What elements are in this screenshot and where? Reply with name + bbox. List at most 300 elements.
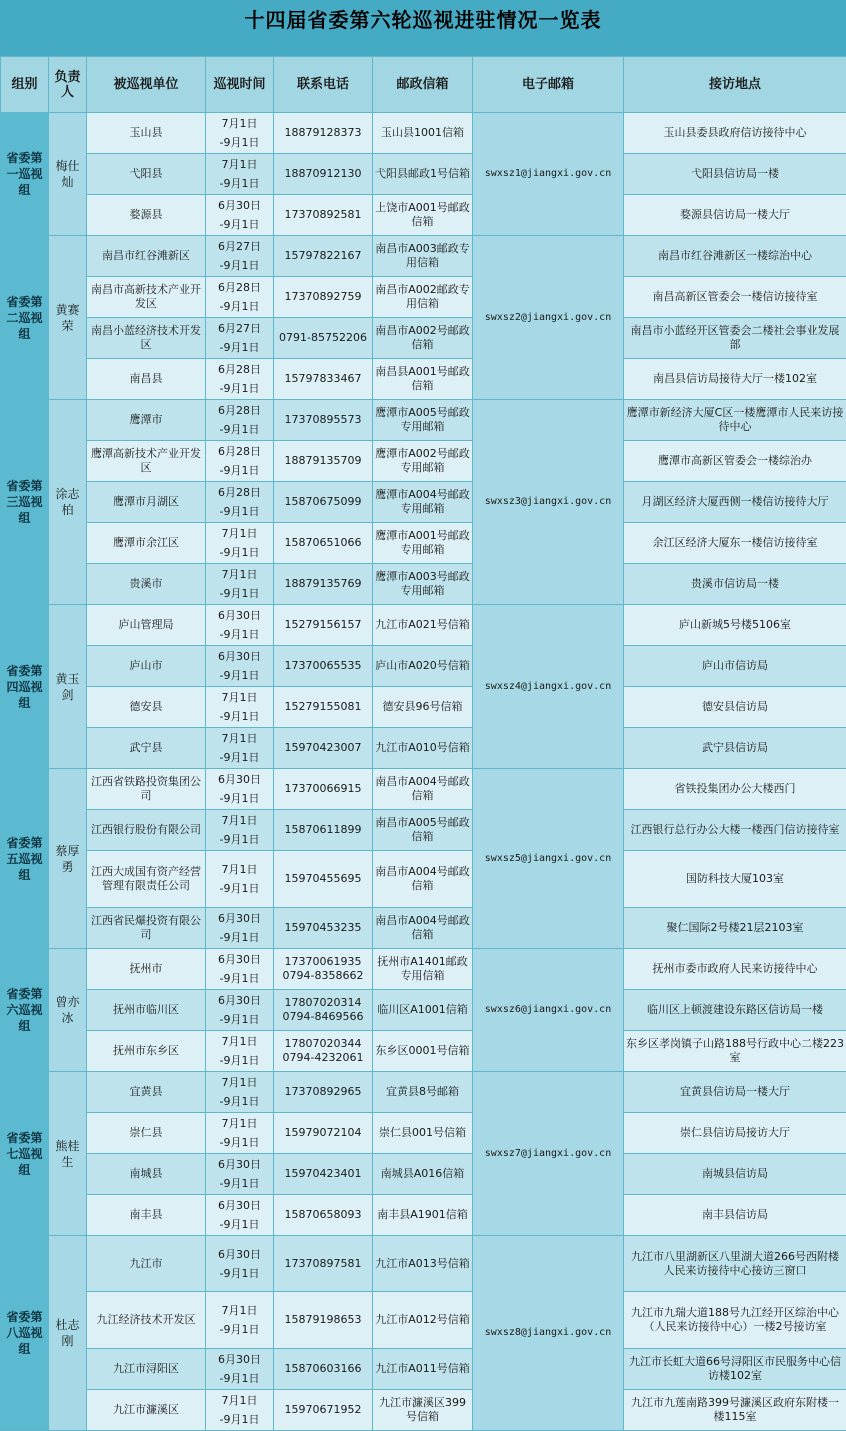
phone-number: 18879135709 xyxy=(276,454,370,468)
group-leader: 梅仕灿 xyxy=(49,113,87,236)
contact-phone xyxy=(274,236,373,277)
header-postbox: 邮政信箱 xyxy=(373,57,473,113)
header-unit: 被巡视单位 xyxy=(87,57,206,113)
inspection-time xyxy=(206,441,274,482)
postal-box: 鹰潭市A005号邮政专用邮箱 xyxy=(373,400,473,441)
contact-phone xyxy=(274,1113,373,1154)
contact-phone xyxy=(274,990,373,1031)
time-end: -9月1日 xyxy=(208,543,271,562)
phone-number: 17370897581 xyxy=(276,1257,370,1271)
contact-phone xyxy=(274,949,373,990)
contact-phone xyxy=(274,154,373,195)
group-leader: 涂志柏 xyxy=(49,400,87,605)
reception-place: 南昌市小蓝经开区管委会二楼社会事业发展部 xyxy=(624,318,846,359)
contact-phone xyxy=(274,482,373,523)
table-row xyxy=(1,1031,846,1072)
table-row xyxy=(1,482,846,523)
header-place: 接访地点 xyxy=(624,57,846,113)
phone-number: 17370061935 xyxy=(276,955,370,969)
inspection-time xyxy=(206,1349,274,1390)
time-end: -9月1日 xyxy=(208,707,271,726)
time-end: -9月1日 xyxy=(208,1051,271,1070)
time-start: 6月30日 xyxy=(208,606,271,625)
reception-place: 崇仁县信访局接访大厅 xyxy=(624,1113,846,1154)
reception-place: 聚仁国际2号楼21层2103室 xyxy=(624,908,846,949)
phone-number: 18879128373 xyxy=(276,126,370,140)
time-start: 7月1日 xyxy=(208,688,271,707)
header-row xyxy=(1,57,846,113)
contact-phone xyxy=(274,908,373,949)
contact-phone xyxy=(274,318,373,359)
time-end: -9月1日 xyxy=(208,215,271,234)
header-leader: 负责人 xyxy=(49,57,87,113)
time-end: -9月1日 xyxy=(208,338,271,357)
postal-box: 南城县A016信箱 xyxy=(373,1154,473,1195)
contact-phone xyxy=(274,400,373,441)
inspected-unit: 南昌县 xyxy=(87,359,206,400)
inspection-time xyxy=(206,113,274,154)
inspection-time xyxy=(206,851,274,908)
postal-box: 庐山市A020号信箱 xyxy=(373,646,473,687)
time-end: -9月1日 xyxy=(208,748,271,767)
postal-box: 南丰县A1901信箱 xyxy=(373,1195,473,1236)
postal-box: 九江市A013号信箱 xyxy=(373,1236,473,1292)
postal-box: 弋阳县邮政1号信箱 xyxy=(373,154,473,195)
inspection-time xyxy=(206,769,274,810)
contact-phone xyxy=(274,810,373,851)
time-end: -9月1日 xyxy=(208,1092,271,1111)
reception-place: 抚州市委市政府人民来访接待中心 xyxy=(624,949,846,990)
inspected-unit: 江西银行股份有限公司 xyxy=(87,810,206,851)
time-start: 6月28日 xyxy=(208,483,271,502)
inspected-unit: 南城县 xyxy=(87,1154,206,1195)
postal-box: 鹰潭市A003号邮政专用邮箱 xyxy=(373,564,473,605)
postal-box: 宜黄县8号邮箱 xyxy=(373,1072,473,1113)
phone-number: 15797833467 xyxy=(276,372,370,386)
time-start: 7月1日 xyxy=(208,524,271,543)
group-leader: 黄玉剑 xyxy=(49,605,87,769)
contact-phone xyxy=(274,359,373,400)
inspected-unit: 庐山管理局 xyxy=(87,605,206,646)
time-start: 7月1日 xyxy=(208,565,271,584)
table-row xyxy=(1,1292,846,1349)
email-link[interactable]: swxsz2@jiangxi.gov.cn xyxy=(473,236,624,400)
group-name: 省委第四巡视组 xyxy=(1,605,49,769)
phone-number: 15879198653 xyxy=(276,1313,370,1327)
inspection-time xyxy=(206,318,274,359)
reception-place: 九江市九瑞大道188号九江经开区综治中心（人民来访接待中心）一楼2号接访室 xyxy=(624,1292,846,1349)
time-start: 7月1日 xyxy=(208,1073,271,1092)
reception-place: 婺源县信访局一楼大厅 xyxy=(624,195,846,236)
phone-number: 15870611899 xyxy=(276,823,370,837)
phone-number: 15797822167 xyxy=(276,249,370,263)
contact-phone xyxy=(274,769,373,810)
header-phone: 联系电话 xyxy=(274,57,373,113)
group-name: 省委第五巡视组 xyxy=(1,769,49,949)
time-end: -9月1日 xyxy=(208,1410,271,1429)
time-start: 6月27日 xyxy=(208,237,271,256)
reception-place: 月湖区经济大厦西侧一楼信访接待大厅 xyxy=(624,482,846,523)
inspection-time xyxy=(206,1072,274,1113)
reception-place: 省铁投集团办公大楼西门 xyxy=(624,769,846,810)
time-end: -9月1日 xyxy=(208,461,271,480)
table-row xyxy=(1,113,846,154)
inspection-time xyxy=(206,687,274,728)
phone-number: 15970423401 xyxy=(276,1167,370,1181)
contact-phone xyxy=(274,1195,373,1236)
phone-number: 15870675099 xyxy=(276,495,370,509)
inspected-unit: 九江市 xyxy=(87,1236,206,1292)
inspected-unit: 鹰潭市月湖区 xyxy=(87,482,206,523)
group-leader: 曾亦冰 xyxy=(49,949,87,1072)
table-row xyxy=(1,523,846,564)
time-start: 7月1日 xyxy=(208,1301,271,1320)
contact-phone xyxy=(274,1154,373,1195)
phone-number: 15970455695 xyxy=(276,872,370,886)
time-start: 6月30日 xyxy=(208,196,271,215)
time-end: -9月1日 xyxy=(208,830,271,849)
inspection-table xyxy=(0,56,846,1431)
inspected-unit: 武宁县 xyxy=(87,728,206,769)
contact-phone xyxy=(274,441,373,482)
time-end: -9月1日 xyxy=(208,174,271,193)
inspected-unit: 江西省铁路投资集团公司 xyxy=(87,769,206,810)
email-link[interactable]: swxsz3@jiangxi.gov.cn xyxy=(473,400,624,605)
table-row xyxy=(1,687,846,728)
inspection-time xyxy=(206,646,274,687)
reception-place: 江西银行总行办公大楼一楼西门信访接待室 xyxy=(624,810,846,851)
time-start: 6月30日 xyxy=(208,950,271,969)
contact-phone xyxy=(274,687,373,728)
time-end: -9月1日 xyxy=(208,1369,271,1388)
time-start: 6月30日 xyxy=(208,770,271,789)
inspection-time xyxy=(206,564,274,605)
table-row xyxy=(1,1349,846,1390)
reception-place: 九江市八里湖新区八里湖大道266号西附楼人民来访接待中心接访三窗口 xyxy=(624,1236,846,1292)
time-start: 7月1日 xyxy=(208,811,271,830)
time-end: -9月1日 xyxy=(208,1174,271,1193)
inspection-time xyxy=(206,908,274,949)
table-row xyxy=(1,318,846,359)
table-row xyxy=(1,195,846,236)
time-end: -9月1日 xyxy=(208,584,271,603)
reception-place: 九江市九莲南路399号濂溪区政府东附楼一楼115室 xyxy=(624,1390,846,1431)
phone-number: 17370892581 xyxy=(276,208,370,222)
header-email: 电子邮箱 xyxy=(473,57,624,113)
inspected-unit: 抚州市 xyxy=(87,949,206,990)
group-name: 省委第二巡视组 xyxy=(1,236,49,400)
header-group: 组别 xyxy=(1,57,49,113)
time-start: 7月1日 xyxy=(208,729,271,748)
postal-box: 玉山县1001信箱 xyxy=(373,113,473,154)
group-leader: 黄赛荣 xyxy=(49,236,87,400)
postal-box: 上饶市A001号邮政信箱 xyxy=(373,195,473,236)
reception-place: 南昌高新区管委会一楼信访接待室 xyxy=(624,277,846,318)
contact-phone xyxy=(274,646,373,687)
table-row xyxy=(1,810,846,851)
time-start: 6月30日 xyxy=(208,1245,271,1264)
time-end: -9月1日 xyxy=(208,789,271,808)
inspected-unit: 鹰潭市余江区 xyxy=(87,523,206,564)
time-end: -9月1日 xyxy=(208,1215,271,1234)
inspection-time xyxy=(206,523,274,564)
inspection-time xyxy=(206,195,274,236)
contact-phone xyxy=(274,195,373,236)
contact-phone xyxy=(274,277,373,318)
inspected-unit: 江西省民爆投资有限公司 xyxy=(87,908,206,949)
table-row xyxy=(1,908,846,949)
reception-place: 庐山市信访局 xyxy=(624,646,846,687)
time-end: -9月1日 xyxy=(208,1264,271,1283)
time-start: 7月1日 xyxy=(208,114,271,133)
inspection-time xyxy=(206,605,274,646)
reception-place: 南昌县信访局接待大厅一楼102室 xyxy=(624,359,846,400)
inspected-unit: 抚州市东乡区 xyxy=(87,1031,206,1072)
table-row xyxy=(1,564,846,605)
group-name: 省委第三巡视组 xyxy=(1,400,49,605)
inspected-unit: 弋阳县 xyxy=(87,154,206,195)
inspected-unit: 德安县 xyxy=(87,687,206,728)
postal-box: 鹰潭市A001号邮政专用邮箱 xyxy=(373,523,473,564)
time-start: 6月27日 xyxy=(208,319,271,338)
time-start: 6月28日 xyxy=(208,442,271,461)
time-start: 6月30日 xyxy=(208,1350,271,1369)
table-row xyxy=(1,728,846,769)
phone-number: 17807020314 xyxy=(276,996,370,1010)
contact-phone xyxy=(274,1349,373,1390)
postal-box: 德安县96号信箱 xyxy=(373,687,473,728)
postal-box: 鹰潭市A004号邮政专用邮箱 xyxy=(373,482,473,523)
time-end: -9月1日 xyxy=(208,297,271,316)
inspection-time xyxy=(206,482,274,523)
table-row xyxy=(1,1113,846,1154)
inspected-unit: 南昌小蓝经济技术开发区 xyxy=(87,318,206,359)
inspected-unit: 抚州市临川区 xyxy=(87,990,206,1031)
time-start: 7月1日 xyxy=(208,155,271,174)
inspection-time xyxy=(206,277,274,318)
contact-phone xyxy=(274,728,373,769)
phone-number-landline: 0794-4232061 xyxy=(276,1051,370,1065)
postal-box: 南昌市A002邮政专用信箱 xyxy=(373,277,473,318)
reception-place: 国防科技大厦103室 xyxy=(624,851,846,908)
time-start: 7月1日 xyxy=(208,1114,271,1133)
phone-number: 17370892965 xyxy=(276,1085,370,1099)
table-row xyxy=(1,1195,846,1236)
inspection-time xyxy=(206,1195,274,1236)
postal-box: 南昌市A002号邮政信箱 xyxy=(373,318,473,359)
table-row xyxy=(1,1236,846,1292)
postal-box: 九江市濂溪区399号信箱 xyxy=(373,1390,473,1431)
postal-box: 南昌市A004号邮政信箱 xyxy=(373,769,473,810)
phone-number: 15279155081 xyxy=(276,700,370,714)
table-row xyxy=(1,277,846,318)
group-name: 省委第六巡视组 xyxy=(1,949,49,1072)
inspected-unit: 庐山市 xyxy=(87,646,206,687)
inspected-unit: 崇仁县 xyxy=(87,1113,206,1154)
inspected-unit: 南昌市红谷滩新区 xyxy=(87,236,206,277)
time-start: 6月30日 xyxy=(208,1155,271,1174)
table-row xyxy=(1,1154,846,1195)
inspected-unit: 鹰潭市 xyxy=(87,400,206,441)
phone-number: 18870912130 xyxy=(276,167,370,181)
reception-place: 南丰县信访局 xyxy=(624,1195,846,1236)
table-row xyxy=(1,1072,846,1113)
table-row xyxy=(1,1390,846,1431)
time-start: 6月28日 xyxy=(208,278,271,297)
postal-box: 九江市A021号信箱 xyxy=(373,605,473,646)
phone-number: 15970671952 xyxy=(276,1403,370,1417)
contact-phone xyxy=(274,1390,373,1431)
time-start: 7月1日 xyxy=(208,860,271,879)
contact-phone xyxy=(274,605,373,646)
time-end: -9月1日 xyxy=(208,1010,271,1029)
contact-phone xyxy=(274,523,373,564)
email-link[interactable]: swxsz7@jiangxi.gov.cn xyxy=(473,1072,624,1236)
contact-phone xyxy=(274,1072,373,1113)
time-end: -9月1日 xyxy=(208,969,271,988)
postal-box: 崇仁县001号信箱 xyxy=(373,1113,473,1154)
reception-place: 九江市长虹大道66号浔阳区市民服务中心信访楼102室 xyxy=(624,1349,846,1390)
time-start: 6月30日 xyxy=(208,1196,271,1215)
time-end: -9月1日 xyxy=(208,420,271,439)
reception-place: 玉山县委县政府信访接待中心 xyxy=(624,113,846,154)
inspection-time xyxy=(206,810,274,851)
table-row xyxy=(1,441,846,482)
inspection-time xyxy=(206,400,274,441)
inspection-time xyxy=(206,154,274,195)
email-link[interactable]: swxsz5@jiangxi.gov.cn xyxy=(473,769,624,949)
email-link[interactable]: swxsz8@jiangxi.gov.cn xyxy=(473,1236,624,1431)
contact-phone xyxy=(274,1292,373,1349)
postal-box: 南昌市A004号邮政信箱 xyxy=(373,908,473,949)
group-leader: 蔡厚勇 xyxy=(49,769,87,949)
contact-phone xyxy=(274,1031,373,1072)
inspected-unit: 宜黄县 xyxy=(87,1072,206,1113)
time-start: 6月30日 xyxy=(208,909,271,928)
contact-phone xyxy=(274,851,373,908)
time-end: -9月1日 xyxy=(208,379,271,398)
time-end: -9月1日 xyxy=(208,502,271,521)
group-leader: 熊桂生 xyxy=(49,1072,87,1236)
reception-place: 庐山新城5号楼5106室 xyxy=(624,605,846,646)
time-end: -9月1日 xyxy=(208,928,271,947)
contact-phone xyxy=(274,113,373,154)
postal-box: 九江市A011号信箱 xyxy=(373,1349,473,1390)
table-row xyxy=(1,769,846,810)
reception-place: 南昌市红谷滩新区一楼综治中心 xyxy=(624,236,846,277)
reception-place: 宜黄县信访局一楼大厅 xyxy=(624,1072,846,1113)
time-end: -9月1日 xyxy=(208,666,271,685)
time-start: 6月30日 xyxy=(208,991,271,1010)
inspection-time xyxy=(206,728,274,769)
phone-number-landline: 0794-8358662 xyxy=(276,969,370,983)
email-link[interactable]: swxsz6@jiangxi.gov.cn xyxy=(473,949,624,1072)
postal-box: 九江市A010号信箱 xyxy=(373,728,473,769)
reception-place: 德安县信访局 xyxy=(624,687,846,728)
group-leader: 杜志刚 xyxy=(49,1236,87,1431)
time-end: -9月1日 xyxy=(208,879,271,898)
time-end: -9月1日 xyxy=(208,133,271,152)
phone-number: 15970423007 xyxy=(276,741,370,755)
inspection-time xyxy=(206,1292,274,1349)
inspection-time xyxy=(206,990,274,1031)
table-body xyxy=(1,113,846,1431)
postal-box: 抚州市A1401邮政专用信箱 xyxy=(373,949,473,990)
postal-box: 鹰潭市A002号邮政专用邮箱 xyxy=(373,441,473,482)
postal-box: 临川区A1001信箱 xyxy=(373,990,473,1031)
phone-number: 17370065535 xyxy=(276,659,370,673)
contact-phone xyxy=(274,564,373,605)
phone-number: 15870603166 xyxy=(276,1362,370,1376)
postal-box: 南昌市A004号邮政信箱 xyxy=(373,851,473,908)
time-start: 6月28日 xyxy=(208,401,271,420)
time-end: -9月1日 xyxy=(208,1133,271,1152)
phone-number: 15870651066 xyxy=(276,536,370,550)
time-start: 6月30日 xyxy=(208,647,271,666)
phone-number: 15870658093 xyxy=(276,1208,370,1222)
reception-place: 弋阳县信访局一楼 xyxy=(624,154,846,195)
table-row xyxy=(1,605,846,646)
phone-number: 15279156157 xyxy=(276,618,370,632)
phone-number-landline: 0794-8469566 xyxy=(276,1010,370,1024)
time-start: 6月28日 xyxy=(208,360,271,379)
table-row xyxy=(1,400,846,441)
time-end: -9月1日 xyxy=(208,1320,271,1339)
email-link[interactable]: swxsz1@jiangxi.gov.cn xyxy=(473,113,624,236)
reception-place: 东乡区孝岗镇子山路188号行政中心二楼223室 xyxy=(624,1031,846,1072)
inspection-time xyxy=(206,236,274,277)
table-row xyxy=(1,154,846,195)
inspected-unit: 贵溪市 xyxy=(87,564,206,605)
inspection-time xyxy=(206,1390,274,1431)
reception-place: 鹰潭市新经济大厦C区一楼鹰潭市人民来访接待中心 xyxy=(624,400,846,441)
postal-box: 南昌市A005号邮政信箱 xyxy=(373,810,473,851)
header-time: 巡视时间 xyxy=(206,57,274,113)
email-link[interactable]: swxsz4@jiangxi.gov.cn xyxy=(473,605,624,769)
reception-place: 南城县信访局 xyxy=(624,1154,846,1195)
reception-place: 贵溪市信访局一楼 xyxy=(624,564,846,605)
inspected-unit: 江西大成国有资产经营管理有限责任公司 xyxy=(87,851,206,908)
phone-number: 15979072104 xyxy=(276,1126,370,1140)
time-start: 7月1日 xyxy=(208,1391,271,1410)
inspection-time xyxy=(206,1113,274,1154)
table-row xyxy=(1,949,846,990)
table-row xyxy=(1,359,846,400)
table-row xyxy=(1,236,846,277)
phone-number: 15970453235 xyxy=(276,921,370,935)
time-end: -9月1日 xyxy=(208,256,271,275)
inspected-unit: 鹰潭高新技术产业开发区 xyxy=(87,441,206,482)
page-title: 十四届省委第六轮巡视进驻情况一览表 xyxy=(0,0,846,44)
phone-number: 0791-85752206 xyxy=(276,331,370,345)
postal-box: 九江市A012号信箱 xyxy=(373,1292,473,1349)
postal-box: 南昌市A003邮政专用信箱 xyxy=(373,236,473,277)
inspected-unit: 婺源县 xyxy=(87,195,206,236)
table-row xyxy=(1,990,846,1031)
reception-place: 鹰潭市高新区管委会一楼综治办 xyxy=(624,441,846,482)
time-end: -9月1日 xyxy=(208,625,271,644)
phone-number: 17370895573 xyxy=(276,413,370,427)
postal-box: 东乡区0001号信箱 xyxy=(373,1031,473,1072)
inspection-time xyxy=(206,949,274,990)
group-name: 省委第一巡视组 xyxy=(1,113,49,236)
table-row xyxy=(1,646,846,687)
phone-number: 17370066915 xyxy=(276,782,370,796)
group-name: 省委第七巡视组 xyxy=(1,1072,49,1236)
inspected-unit: 南丰县 xyxy=(87,1195,206,1236)
inspection-time xyxy=(206,1236,274,1292)
inspection-time xyxy=(206,1031,274,1072)
